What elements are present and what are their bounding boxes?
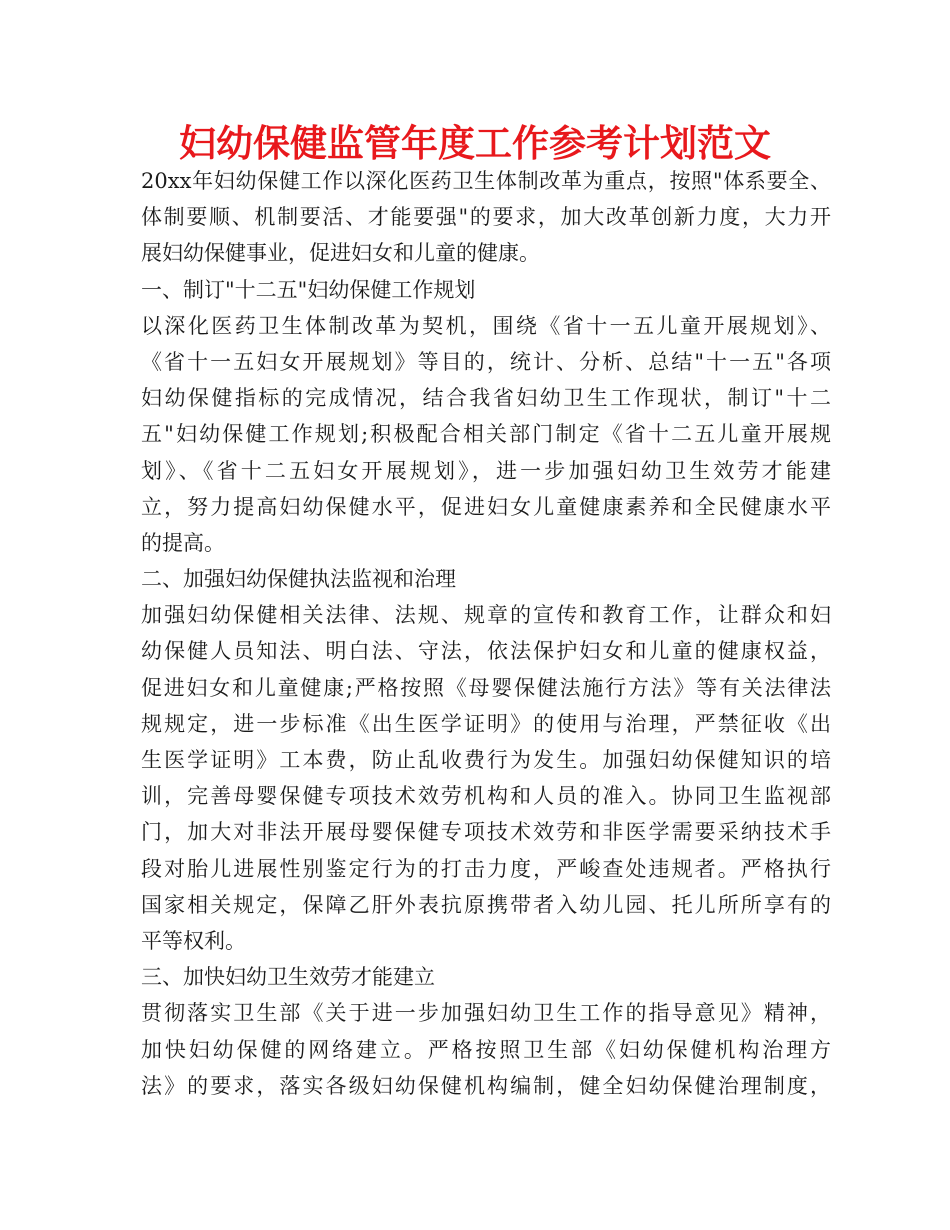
body-text-line: 一、制订"十二五"妇幼保健工作规划 (141, 277, 476, 302)
body-text-line: 贯彻落实卫生部《关于进一步加强妇幼卫生工作的指导意见》精神， (141, 1001, 831, 1026)
body-text-line: 规规定，进一步标准《出生医学证明》的使用与治理，严禁征收《出 (141, 711, 831, 736)
body-text-line: 法》的要求，落实各级妇幼保健机构编制，健全妇幼保健治理制度， (141, 1073, 831, 1098)
body-text-line: 划》、《省十二五妇女开展规划》，进一步加强妇幼卫生效劳才能建 (141, 458, 831, 483)
body-text-line: 20xx年妇幼保健工作以深化医药卫生体制改革为重点，按照"体系要全、 (141, 169, 831, 193)
body-text-line: 平等权利。 (141, 928, 246, 953)
body-text-line: 五"妇幼保健工作规划;积极配合相关部门制定《省十二五儿童开展规 (141, 422, 831, 447)
body-text-line: 《省十一五妇女开展规划》等目的，统计、分析、总结"十一五"各项 (141, 349, 831, 374)
body-text-line: 促进妇女和儿童健康;严格按照《母婴保健法施行方法》等有关法律法 (141, 675, 831, 700)
body-text-line: 生医学证明》工本费，防止乱收费行为发生。加强妇幼保健知识的培 (141, 748, 831, 772)
body-text-line: 的提高。 (141, 530, 225, 555)
body-text-line: 段对胎儿进展性别鉴定行为的打击力度，严峻查处违规者。严格执行 (141, 856, 831, 881)
body-text-line: 训，完善母婴保健专项技术效劳机构和人员的准入。协同卫生监视部 (141, 784, 831, 809)
body-text-line: 立，努力提高妇幼保健水平，促进妇女儿童健康素养和全民健康水平 (141, 494, 831, 519)
body-text-line: 展妇幼保健事业，促进妇女和儿童的健康。 (141, 241, 540, 266)
body-text-line: 门，加大对非法开展母婴保健专项技术效劳和非医学需要采纳技术手 (141, 820, 831, 845)
body-text-line: 国家相关规定，保障乙肝外表抗原携带者入幼儿园、托儿所所享有的 (141, 892, 831, 917)
body-text-line: 体制要顺、机制要活、才能要强"的要求，加大改革创新力度，大力开 (141, 205, 831, 230)
document-title: 妇幼保健监管年度工作参考计划范文 (179, 122, 771, 165)
body-text-line: 三、加快妇幼卫生效劳才能建立 (141, 965, 435, 990)
body-text-line: 加快妇幼保健的网络建立。严格按照卫生部《妇幼保健机构治理方 (141, 1037, 831, 1062)
body-text-line: 二、加强妇幼保健执法监视和治理 (141, 567, 456, 592)
body-text-line: 幼保健人员知法、明白法、守法，依法保护妇女和儿童的健康权益， (141, 639, 831, 664)
body-text-line: 以深化医药卫生体制改革为契机，围绕《省十一五儿童开展规划》、 (141, 313, 831, 338)
body-text-line: 加强妇幼保健相关法律、法规、规章的宣传和教育工作，让群众和妇 (141, 603, 831, 628)
document-body (141, 163, 831, 1104)
body-text-line: 妇幼保健指标的完成情况，结合我省妇幼卫生工作现状，制订"十二 (141, 386, 831, 411)
